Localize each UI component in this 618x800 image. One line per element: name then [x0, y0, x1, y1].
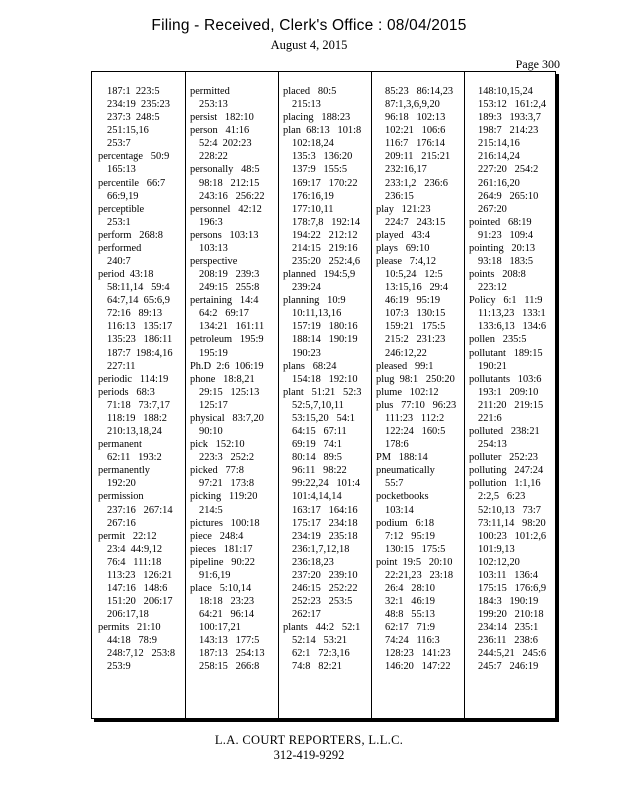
- index-continuation-line: 178:7,8 192:14: [292, 216, 361, 228]
- index-entry: pleased 99:1: [376, 360, 434, 372]
- index-continuation-line: 2:2,5 6:23: [478, 491, 526, 503]
- index-continuation-line: 11:13,23 133:1: [478, 308, 546, 320]
- index-continuation-line: 215:13: [292, 99, 321, 111]
- index-continuation-line: 99:22,24 101:4: [292, 478, 361, 490]
- index-entry: permits 21:10: [98, 622, 161, 634]
- index-entry: picked 77:8: [190, 465, 244, 477]
- index-continuation-line: 148:10,15,24: [478, 86, 533, 97]
- index-continuation-line: 236:15: [385, 190, 414, 202]
- index-entry: phone 18:8,21: [190, 373, 255, 385]
- index-continuation-line: 194:22 212:12: [292, 229, 358, 241]
- index-continuation-line: 29:15 125:13: [199, 386, 260, 398]
- index-continuation-line: 146:20 147:22: [385, 661, 451, 673]
- index-continuation-line: 211:20 219:15: [478, 399, 544, 411]
- index-continuation-line: 243:16 256:22: [199, 190, 265, 202]
- index-continuation-line: 103:14: [385, 504, 414, 516]
- index-continuation-line: 206:17,18: [107, 609, 149, 621]
- index-continuation-line: 62:11 193:2: [107, 452, 162, 464]
- index-entry: place 5:10,14: [190, 582, 252, 594]
- index-continuation-line: 71:18 73:7,17: [107, 399, 170, 411]
- index-entry: plug 98:1 250:20: [376, 373, 455, 385]
- index-entry: percentile 66:7: [98, 177, 166, 189]
- index-entry: Policy 6:1 11:9: [469, 295, 543, 307]
- index-entry: pick 152:10: [190, 439, 245, 451]
- index-entry: plays 69:10: [376, 242, 430, 254]
- index-entry: please 7:4,12: [376, 256, 437, 268]
- index-continuation-line: 267:20: [478, 203, 507, 215]
- index-continuation-line: 227:11: [107, 360, 136, 372]
- index-continuation-line: 234:19 235:18: [292, 530, 358, 542]
- index-continuation-line: 102:18,24: [292, 138, 334, 150]
- index-entry: pneumatically: [376, 465, 435, 477]
- index-continuation-line: 177:10,11: [292, 203, 334, 215]
- index-continuation-line: 130:15 175:5: [385, 543, 446, 555]
- index-entry: permanently: [98, 465, 150, 477]
- index-entry: polluted 238:21: [469, 426, 540, 438]
- index-entry: placed 80:5: [283, 86, 337, 97]
- index-continuation-line: 113:23 126:21: [107, 569, 173, 581]
- index-continuation-line: 18:18 23:23: [199, 596, 255, 608]
- index-entry: personally 48:5: [190, 164, 260, 176]
- index-entry: plan 68:13 101:8: [283, 125, 362, 137]
- index-continuation-line: 157:19 180:16: [292, 321, 358, 333]
- index-continuation-line: 52:14 53:21: [292, 635, 348, 647]
- index-continuation-line: 46:19 95:19: [385, 295, 441, 307]
- index-continuation-line: 199:20 210:18: [478, 609, 544, 621]
- index-continuation-line: 209:11 215:21: [385, 151, 451, 163]
- index-continuation-line: 248:7,12 253:8: [107, 648, 176, 660]
- index-continuation-line: 107:3 130:15: [385, 308, 446, 320]
- index-continuation-line: 91:23 109:4: [478, 229, 534, 241]
- index-continuation-line: 178:6: [385, 439, 409, 451]
- index-continuation-line: 233:1,2 236:6: [385, 177, 448, 189]
- index-continuation-line: 237:20 239:10: [292, 569, 358, 581]
- index-continuation-line: 215:14,16: [478, 138, 520, 150]
- index-continuation-line: 253:1: [107, 216, 131, 228]
- index-continuation-line: 147:16 148:6: [107, 582, 168, 594]
- column-divider: [464, 72, 465, 718]
- index-continuation-line: 246:15 252:22: [292, 582, 358, 594]
- index-continuation-line: 125:17: [199, 399, 228, 411]
- index-continuation-line: 251:15,16: [107, 125, 149, 137]
- index-continuation-line: 214:15 219:16: [292, 242, 358, 254]
- index-entry: pointing 20:13: [469, 242, 536, 254]
- index-continuation-line: 133:6,13 134:6: [478, 321, 547, 333]
- index-entry: play 121:23: [376, 203, 431, 215]
- index-entry: polluter 252:23: [469, 452, 538, 464]
- index-continuation-line: 264:9 265:10: [478, 190, 539, 202]
- index-continuation-line: 228:22: [199, 151, 228, 163]
- index-continuation-line: 175:17 234:18: [292, 517, 358, 529]
- index-continuation-line: 190:21: [478, 360, 507, 372]
- index-continuation-line: 13:15,16 29:4: [385, 282, 448, 294]
- index-entry: picking 119:20: [190, 491, 258, 503]
- index-continuation-line: 184:3 190:19: [478, 596, 539, 608]
- index-entry: placing 188:23: [283, 112, 351, 124]
- column-divider: [371, 72, 372, 718]
- index-entry: percentage 50:9: [98, 151, 170, 163]
- index-continuation-line: 101:9,13: [478, 543, 515, 555]
- index-entry: performed: [98, 242, 142, 254]
- index-continuation-line: 232:16,17: [385, 164, 427, 176]
- index-continuation-line: 90:10: [199, 426, 223, 438]
- index-continuation-line: 102:12,20: [478, 556, 520, 568]
- index-continuation-line: 262:17: [292, 609, 321, 621]
- index-continuation-line: 151:20 206:17: [107, 596, 173, 608]
- index-entry: points 208:8: [469, 269, 526, 281]
- index-continuation-line: 253:13: [199, 99, 228, 111]
- index-continuation-line: 267:16: [107, 517, 136, 529]
- index-continuation-line: 85:23 86:14,23: [385, 86, 454, 97]
- column-divider: [278, 72, 279, 718]
- index-entry: periods 68:3: [98, 386, 155, 398]
- index-continuation-line: 74:24 116:3: [385, 635, 440, 647]
- index-continuation-line: 237:3 248:5: [107, 112, 160, 124]
- index-continuation-line: 227:20 254:2: [478, 164, 539, 176]
- index-continuation-line: 214:5: [199, 504, 223, 516]
- index-continuation-line: 236:11 238:6: [478, 635, 538, 647]
- index-continuation-line: 26:4 28:10: [385, 582, 435, 594]
- index-continuation-line: 52:4 202:23: [199, 138, 252, 150]
- index-continuation-line: 234:14 235:1: [478, 622, 539, 634]
- index-continuation-line: 169:17 170:22: [292, 177, 358, 189]
- index-entry: perceptible: [98, 203, 145, 215]
- index-entry: pollution 1:1,16: [469, 478, 541, 490]
- index-entry: piece 248:4: [190, 530, 244, 542]
- index-continuation-line: 236:1,7,12,18: [292, 543, 350, 555]
- index-column-3: [283, 85, 365, 674]
- index-entry: persons 103:13: [190, 229, 259, 241]
- index-continuation-line: 80:14 89:5: [292, 452, 342, 464]
- index-continuation-line: 10:5,24 12:5: [385, 269, 443, 281]
- index-continuation-line: 100:23 101:2,6: [478, 530, 547, 542]
- index-column-1: [98, 85, 180, 674]
- index-entry: perspective: [190, 256, 238, 268]
- index-continuation-line: 87:1,3,6,9,20: [385, 99, 440, 111]
- index-continuation-line: 253:7: [107, 138, 131, 150]
- index-entry: permit 22:12: [98, 530, 157, 542]
- index-column-4: [376, 85, 458, 674]
- index-entry: person 41:16: [190, 125, 250, 137]
- index-entry: permitted: [190, 86, 230, 97]
- index-column-5: [469, 85, 551, 674]
- index-continuation-line: 122:24 160:5: [385, 426, 446, 438]
- page-number: Page 300: [515, 57, 560, 71]
- index-continuation-line: 165:13: [107, 164, 136, 176]
- index-continuation-line: 252:23 253:5: [292, 596, 353, 608]
- index-continuation-line: 239:24: [292, 282, 321, 294]
- index-entry: played 43:4: [376, 229, 430, 241]
- index-continuation-line: 187:7 198:4,16: [107, 347, 173, 359]
- index-continuation-line: 187:13 254:13: [199, 648, 265, 660]
- index-continuation-line: 254:13: [478, 439, 507, 451]
- index-continuation-line: 22:21,23 23:18: [385, 569, 454, 581]
- index-entry: pocketbooks: [376, 491, 429, 503]
- index-continuation-line: 154:18 192:10: [292, 373, 358, 385]
- index-continuation-line: 190:23: [292, 347, 321, 359]
- index-continuation-line: 128:23 141:23: [385, 648, 451, 660]
- index-continuation-line: 96:18 102:13: [385, 112, 446, 124]
- index-continuation-line: 187:1 223:5: [107, 86, 160, 97]
- index-continuation-line: 143:13 177:5: [199, 635, 260, 647]
- index-continuation-line: 76:4 111:18: [107, 556, 162, 568]
- index-entry: plant 51:21 52:3: [283, 386, 362, 398]
- index-continuation-line: 153:12 161:2,4: [478, 99, 547, 111]
- index-continuation-line: 135:23 186:11: [107, 334, 173, 346]
- index-entry: plants 44:2 52:1: [283, 622, 361, 634]
- index-continuation-line: 62:1 72:3,16: [292, 648, 350, 660]
- index-frame: [91, 71, 556, 719]
- index-continuation-line: 93:18 183:5: [478, 256, 534, 268]
- index-continuation-line: 221:6: [478, 412, 502, 424]
- index-continuation-line: 101:4,14,14: [292, 491, 342, 503]
- index-entry: perform 268:8: [98, 229, 163, 241]
- index-continuation-line: 188:14 190:19: [292, 334, 358, 346]
- index-continuation-line: 135:3 136:20: [292, 151, 353, 163]
- index-entry: personnel 42:12: [190, 203, 262, 215]
- index-continuation-line: 72:16 89:13: [107, 308, 163, 320]
- index-entry: pertaining 14:4: [190, 295, 259, 307]
- index-entry: plus 77:10 96:23: [376, 399, 457, 411]
- index-continuation-line: 245:7 246:19: [478, 661, 539, 673]
- index-entry: permission: [98, 491, 144, 503]
- index-entry: petroleum 195:9: [190, 334, 264, 346]
- filing-date: August 4, 2015: [270, 38, 348, 52]
- index-entry: permanent: [98, 439, 142, 451]
- index-entry: pollen 235:5: [469, 334, 527, 346]
- index-continuation-line: 66:9,19: [107, 190, 139, 202]
- index-continuation-line: 48:8 55:13: [385, 609, 435, 621]
- index-continuation-line: 97:21 173:8: [199, 478, 255, 490]
- index-entry: persist 182:10: [190, 112, 254, 124]
- index-continuation-line: 96:11 98:22: [292, 465, 347, 477]
- index-continuation-line: 64:7,14 65:6,9: [107, 295, 170, 307]
- index-continuation-line: 189:3 193:3,7: [478, 112, 541, 124]
- index-entry: pieces 181:17: [190, 543, 253, 555]
- footer-phone: 312-419-9292: [273, 748, 345, 762]
- index-continuation-line: 62:17 71:9: [385, 622, 435, 634]
- index-continuation-line: 253:9: [107, 661, 131, 673]
- index-continuation-line: 159:21 175:5: [385, 321, 446, 333]
- index-entry: period 43:18: [98, 269, 154, 281]
- index-continuation-line: 208:19 239:3: [199, 269, 260, 281]
- index-continuation-line: 234:19 235:23: [107, 99, 170, 111]
- index-continuation-line: 91:6,19: [199, 569, 231, 581]
- index-continuation-line: 111:23 112:2: [385, 412, 445, 424]
- index-entry: point 19:5 20:10: [376, 556, 453, 568]
- index-entry: periodic 114:19: [98, 373, 169, 385]
- index-continuation-line: 103:13: [199, 242, 228, 254]
- index-entry: pollutant 189:15: [469, 347, 543, 359]
- index-continuation-line: 240:7: [107, 256, 131, 268]
- index-continuation-line: 32:1 46:19: [385, 596, 435, 608]
- index-continuation-line: 198:7 214:23: [478, 125, 539, 137]
- index-entry: pipeline 90:22: [190, 556, 255, 568]
- index-continuation-line: 52:10,13 73:7: [478, 504, 541, 516]
- index-continuation-line: 23:4 44:9,12: [107, 543, 163, 555]
- index-continuation-line: 223:12: [478, 282, 507, 294]
- index-continuation-line: 55:7: [385, 478, 404, 490]
- index-continuation-line: 134:21 161:11: [199, 321, 265, 333]
- index-continuation-line: 53:15,20 54:1: [292, 412, 355, 424]
- index-continuation-line: 235:20 252:4,6: [292, 256, 361, 268]
- index-continuation-line: 223:3 252:2: [199, 452, 255, 464]
- index-continuation-line: 236:18,23: [292, 556, 334, 568]
- index-continuation-line: 10:11,13,16: [292, 308, 342, 320]
- index-entry: pictures 100:18: [190, 517, 260, 529]
- index-continuation-line: 103:11 136:4: [478, 569, 538, 581]
- index-continuation-line: 7:12 95:19: [385, 530, 435, 542]
- index-entry: pollutants 103:6: [469, 373, 542, 385]
- index-continuation-line: 210:13,18,24: [107, 426, 162, 438]
- index-continuation-line: 44:18 78:9: [107, 635, 157, 647]
- footer-company: L.A. COURT REPORTERS, L.L.C.: [214, 733, 404, 747]
- index-entry: Ph.D 2:6 106:19: [190, 360, 264, 372]
- index-continuation-line: 137:9 155:5: [292, 164, 348, 176]
- index-entry: plans 68:24: [283, 360, 337, 372]
- index-continuation-line: 249:15 255:8: [199, 282, 260, 294]
- index-entry: plume 102:12: [376, 386, 439, 398]
- index-continuation-line: 163:17 164:16: [292, 504, 358, 516]
- index-continuation-line: 216:14,24: [478, 151, 520, 163]
- index-entry: pointed 68:19: [469, 216, 532, 228]
- index-continuation-line: 100:17,21: [199, 622, 241, 634]
- column-divider: [185, 72, 186, 718]
- index-entry: physical 83:7,20: [190, 412, 264, 424]
- index-continuation-line: 244:5,21 245:6: [478, 648, 547, 660]
- index-continuation-line: 261:16,20: [478, 177, 520, 189]
- index-continuation-line: 237:16 267:14: [107, 504, 173, 516]
- index-entry: PM 188:14: [376, 452, 428, 464]
- index-continuation-line: 64:21 96:14: [199, 609, 255, 621]
- index-continuation-line: 175:15 176:6,9: [478, 582, 547, 594]
- index-continuation-line: 118:19 188:2: [107, 412, 167, 424]
- index-continuation-line: 192:20: [107, 478, 136, 490]
- index-entry: podium 6:18: [376, 517, 435, 529]
- index-continuation-line: 195:19: [199, 347, 228, 359]
- index-continuation-line: 69:19 74:1: [292, 439, 342, 451]
- index-column-2: [190, 85, 272, 674]
- index-continuation-line: 58:11,14 59:4: [107, 282, 170, 294]
- index-continuation-line: 246:12,22: [385, 347, 427, 359]
- index-continuation-line: 116:7 176:14: [385, 138, 445, 150]
- index-entry: planned 194:5,9: [283, 269, 356, 281]
- index-continuation-line: 64:15 67:11: [292, 426, 347, 438]
- index-continuation-line: 64:2 69:17: [199, 308, 249, 320]
- index-continuation-line: 52:5,7,10,11: [292, 399, 344, 411]
- index-continuation-line: 193:1 209:10: [478, 386, 539, 398]
- index-continuation-line: 258:15 266:8: [199, 661, 260, 673]
- index-entry: polluting 247:24: [469, 465, 544, 477]
- index-continuation-line: 215:2 231:23: [385, 334, 446, 346]
- index-entry: planning 10:9: [283, 295, 346, 307]
- index-continuation-line: 196:3: [199, 216, 223, 228]
- index-continuation-line: 73:11,14 98:20: [478, 517, 546, 529]
- index-continuation-line: 224:7 243:15: [385, 216, 446, 228]
- index-continuation-line: 98:18 212:15: [199, 177, 260, 189]
- index-continuation-line: 74:8 82:21: [292, 661, 342, 673]
- index-continuation-line: 116:13 135:17: [107, 321, 173, 333]
- index-continuation-line: 102:21 106:6: [385, 125, 446, 137]
- index-continuation-line: 176:16,19: [292, 190, 334, 202]
- filing-header: Filing - Received, Clerk's Office : 08/04/2015: [151, 17, 467, 34]
